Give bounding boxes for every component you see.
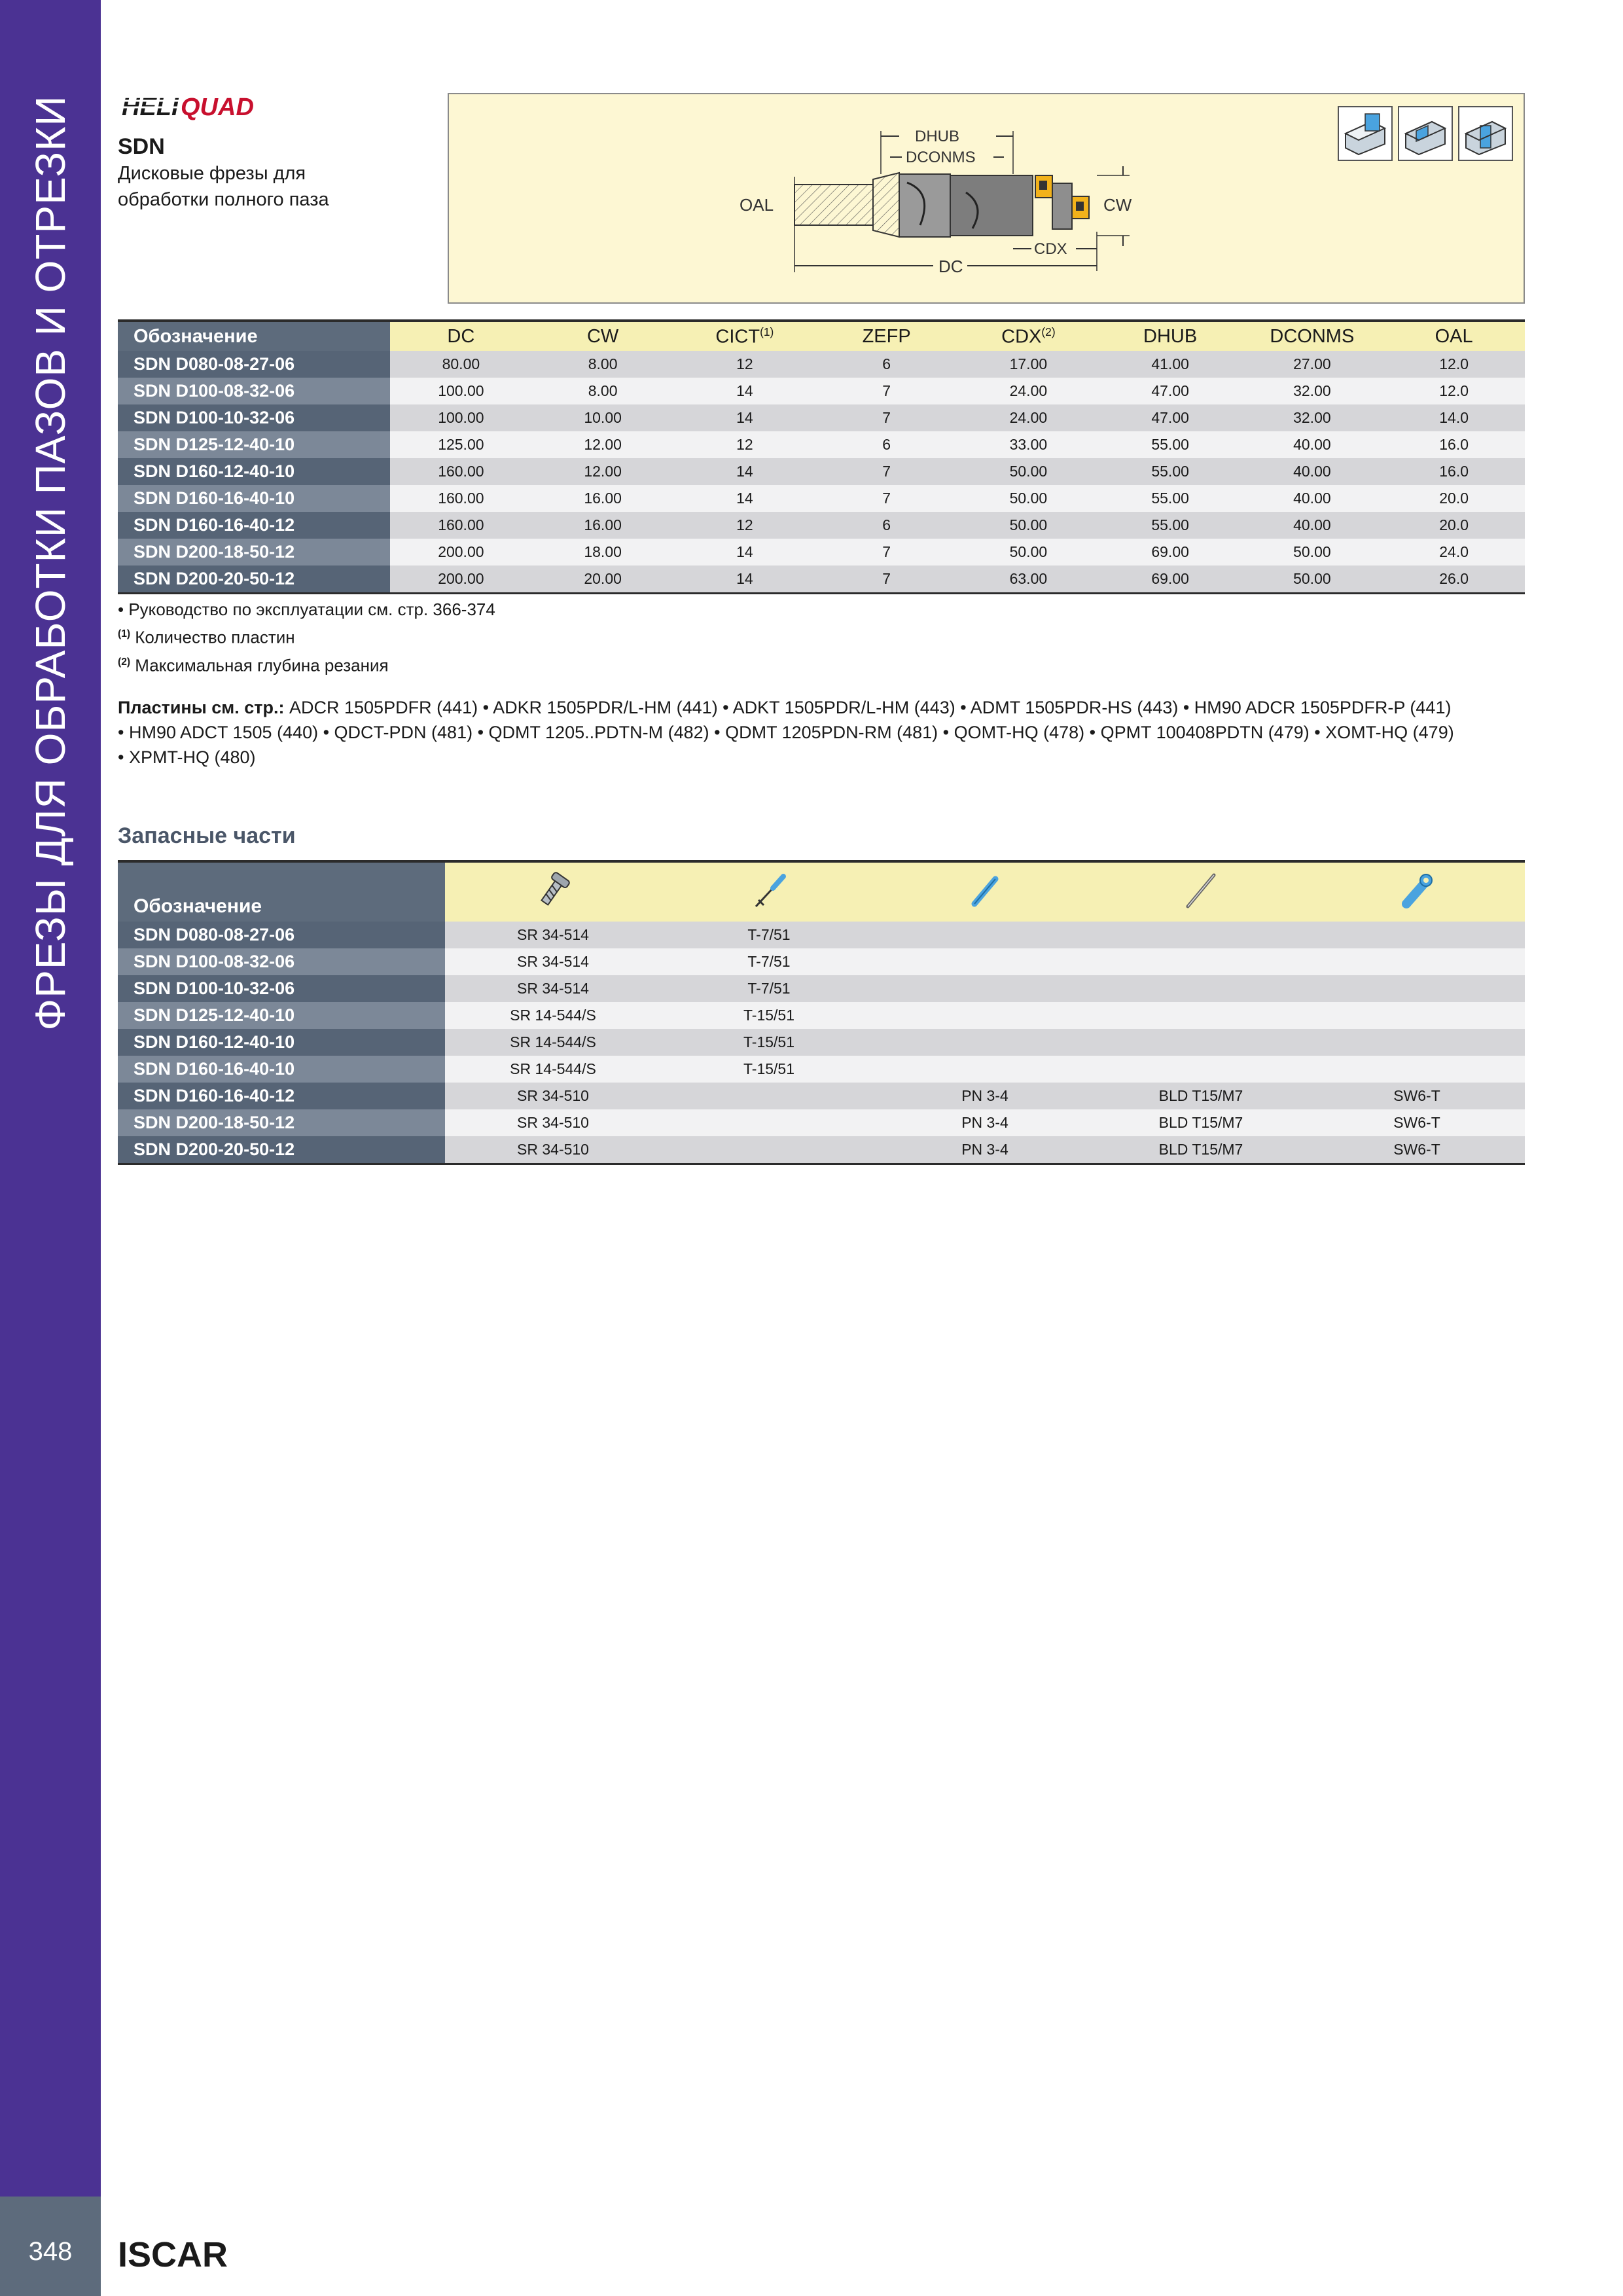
table-cell: 40.00	[1241, 512, 1383, 539]
row-designation: SDN D080-08-27-06	[118, 351, 390, 378]
table-row	[118, 1002, 1525, 1029]
table-cell: 160.00	[390, 512, 532, 539]
table-cell: 12	[674, 351, 816, 378]
product-description	[118, 160, 425, 213]
table-cell: 50.00	[957, 458, 1099, 485]
row-designation: SDN D100-08-32-06	[118, 948, 445, 975]
table-cell: 14	[674, 458, 816, 485]
table-cell: 8.00	[532, 351, 674, 378]
table-cell	[877, 922, 1093, 948]
row-designation: SDN D160-16-40-12	[118, 1083, 445, 1109]
table-cell: T-7/51	[661, 975, 877, 1002]
row-designation: SDN D200-20-50-12	[118, 1136, 445, 1164]
table-cell: SR 14-544/S	[445, 1056, 661, 1083]
table-cell: PN 3-4	[877, 1083, 1093, 1109]
table-cell	[1093, 1029, 1309, 1056]
row-designation: SDN D160-16-40-10	[118, 1056, 445, 1083]
table-cell: 41.00	[1099, 351, 1241, 378]
table-row	[118, 922, 1525, 948]
table-cell: SR 34-514	[445, 948, 661, 975]
table-cell: 10.00	[532, 404, 674, 431]
spec-header-row	[118, 321, 1525, 351]
table-cell: 20.0	[1383, 485, 1525, 512]
brand-name: ISCAR	[118, 2235, 228, 2274]
table-cell	[1093, 1002, 1309, 1029]
table-cell: 32.00	[1241, 404, 1383, 431]
table-cell	[1309, 1029, 1525, 1056]
table-cell: 40.00	[1241, 458, 1383, 485]
table-row	[118, 948, 1525, 975]
row-designation: SDN D200-20-50-12	[118, 565, 390, 594]
column-header: CDX$^{(2)}$	[957, 321, 1099, 351]
row-designation: SDN D125-12-40-10	[118, 1002, 445, 1029]
column-header: CICT$^{(1)}$	[674, 321, 816, 351]
table-cell: 160.00	[390, 485, 532, 512]
table-cell: 160.00	[390, 458, 532, 485]
row-designation: SDN D200-18-50-12	[118, 539, 390, 565]
table-cell: PN 3-4	[877, 1109, 1093, 1136]
page-number: 348	[28, 2237, 73, 2266]
table-cell: 24.0	[1383, 539, 1525, 565]
table-cell: T-15/51	[661, 1002, 877, 1029]
table-row	[118, 565, 1525, 594]
table-row	[118, 1109, 1525, 1136]
table-row	[118, 1056, 1525, 1083]
table-cell: T-7/51	[661, 948, 877, 975]
full-slot-icon	[1458, 106, 1513, 161]
table-cell: 55.00	[1099, 485, 1241, 512]
key-icon	[749, 870, 789, 912]
table-cell: 200.00	[390, 565, 532, 594]
table-cell: SW6-T	[1309, 1136, 1525, 1164]
table-cell: SR 34-514	[445, 922, 661, 948]
table-notes	[118, 597, 495, 677]
table-cell: 69.00	[1099, 565, 1241, 594]
row-designation: SDN D160-12-40-10	[118, 1029, 445, 1056]
column-header: DCONMS	[1241, 321, 1383, 351]
table-cell: 12.00	[532, 458, 674, 485]
table-cell: 55.00	[1099, 458, 1241, 485]
footnote-2: $^{(2)}$ Максимальная глубина резания	[118, 655, 389, 675]
table-cell: SR 34-510	[445, 1083, 661, 1109]
spec-table	[118, 319, 1525, 594]
table-cell: SW6-T	[1309, 1109, 1525, 1136]
row-designation: SDN D160-12-40-10	[118, 458, 390, 485]
table-row	[118, 404, 1525, 431]
inserts-line: • HM90 ADCT 1505 (440) • QDCT-PDN (481) • QDMT 1205..PDTN-M (482) • QDMT 1205PDN-RM (481) • QOMT-HQ (478) • QPMT 100408PDTN (479) • XOMT-HQ (479)	[118, 723, 1454, 742]
table-cell: 12	[674, 512, 816, 539]
table-cell: 125.00	[390, 431, 532, 458]
table-cell: 7	[815, 458, 957, 485]
row-designation: SDN D160-16-40-12	[118, 512, 390, 539]
dim-label-oal: OAL	[740, 195, 774, 215]
table-cell: T-15/51	[661, 1056, 877, 1083]
table-cell	[877, 1056, 1093, 1083]
column-header-designation: Обозначение	[118, 861, 445, 922]
table-cell	[1309, 1056, 1525, 1083]
table-row	[118, 378, 1525, 404]
table-cell: 14	[674, 485, 816, 512]
table-cell: 63.00	[957, 565, 1099, 594]
table-cell	[877, 975, 1093, 1002]
table-cell: 50.00	[1241, 539, 1383, 565]
table-cell: 14	[674, 404, 816, 431]
spare-parts-title: Запасные части	[118, 823, 296, 848]
heliquad-logo	[118, 92, 285, 122]
column-header: DHUB	[1099, 321, 1241, 351]
column-header: CW	[532, 321, 674, 351]
dim-label-cdx: CDX	[1034, 240, 1067, 258]
table-cell: T-15/51	[661, 1029, 877, 1056]
table-cell: 50.00	[957, 539, 1099, 565]
column-header: DC	[390, 321, 532, 351]
table-cell: 40.00	[1241, 485, 1383, 512]
description-line: Дисковые фрезы для	[118, 163, 306, 184]
table-cell: 16.00	[532, 485, 674, 512]
table-cell: 7	[815, 565, 957, 594]
table-cell	[1093, 922, 1309, 948]
table-cell: BLD T15/M7	[1093, 1136, 1309, 1164]
table-cell: 14	[674, 565, 816, 594]
column-header	[877, 861, 1093, 922]
row-designation: SDN D100-10-32-06	[118, 975, 445, 1002]
table-cell	[1309, 975, 1525, 1002]
table-cell: 12	[674, 431, 816, 458]
table-cell: 50.00	[957, 485, 1099, 512]
table-cell	[877, 1002, 1093, 1029]
dim-label-dhub: DHUB	[915, 128, 960, 145]
application-icons	[1338, 106, 1513, 161]
table-cell: 80.00	[390, 351, 532, 378]
inserts-reference	[118, 695, 1525, 770]
table-cell	[877, 1029, 1093, 1056]
table-cell: 16.00	[532, 512, 674, 539]
row-designation: SDN D160-16-40-10	[118, 485, 390, 512]
sidebar-title: ФРЕЗЫ ДЛЯ ОБРАБОТКИ ПАЗОВ И ОТРЕЗКИ	[27, 95, 74, 1031]
table-cell: 69.00	[1099, 539, 1241, 565]
table-row	[118, 975, 1525, 1002]
description-line: обработки полного паза	[118, 189, 329, 210]
table-cell: SR 34-514	[445, 975, 661, 1002]
table-cell	[1093, 1056, 1309, 1083]
table-cell: PN 3-4	[877, 1136, 1093, 1164]
svg-text:QUAD: QUAD	[181, 94, 254, 121]
table-cell: 8.00	[532, 378, 674, 404]
table-cell: SR 34-510	[445, 1109, 661, 1136]
row-designation: SDN D100-08-32-06	[118, 378, 390, 404]
table-cell: 7	[815, 404, 957, 431]
inserts-line: • XPMT-HQ (480)	[118, 747, 256, 767]
table-cell: T-7/51	[661, 922, 877, 948]
wrench-icon	[1397, 870, 1436, 912]
table-cell: 200.00	[390, 539, 532, 565]
row-designation: SDN D080-08-27-06	[118, 922, 445, 948]
dim-label-dconms: DCONMS	[906, 149, 976, 166]
table-cell: SR 34-510	[445, 1136, 661, 1164]
table-cell: 14	[674, 539, 816, 565]
table-cell: 100.00	[390, 378, 532, 404]
table-cell: 55.00	[1099, 431, 1241, 458]
table-row	[118, 539, 1525, 565]
table-cell: 7	[815, 485, 957, 512]
table-cell: 16.0	[1383, 458, 1525, 485]
table-cell: 26.0	[1383, 565, 1525, 594]
column-header	[445, 861, 661, 922]
row-designation: SDN D200-18-50-12	[118, 1109, 445, 1136]
column-header	[1093, 861, 1309, 922]
table-cell: 7	[815, 378, 957, 404]
dim-label-cw: CW	[1103, 195, 1132, 215]
table-cell: 40.00	[1241, 431, 1383, 458]
table-row	[118, 1029, 1525, 1056]
product-code: SDN	[118, 134, 165, 159]
table-cell	[661, 1109, 877, 1136]
table-cell	[661, 1083, 877, 1109]
spare-parts-table	[118, 860, 1525, 1165]
table-cell	[1309, 948, 1525, 975]
table-cell	[1093, 975, 1309, 1002]
svg-text:HELI: HELI	[122, 94, 179, 121]
table-cell: 24.00	[957, 404, 1099, 431]
table-cell: SW6-T	[1309, 1083, 1525, 1109]
table-cell: 6	[815, 512, 957, 539]
table-cell: 6	[815, 431, 957, 458]
dim-label-dc: DC	[938, 257, 963, 276]
table-cell	[661, 1136, 877, 1164]
side-milling-icon	[1398, 106, 1453, 161]
table-cell: 12.00	[532, 431, 674, 458]
column-header	[661, 861, 877, 922]
table-cell: 55.00	[1099, 512, 1241, 539]
table-cell: 16.0	[1383, 431, 1525, 458]
table-cell: BLD T15/M7	[1093, 1083, 1309, 1109]
row-designation: SDN D100-10-32-06	[118, 404, 390, 431]
table-cell: 47.00	[1099, 404, 1241, 431]
table-cell: 32.00	[1241, 378, 1383, 404]
inserts-lead: Пластины см. стр.:	[118, 698, 285, 717]
table-row	[118, 431, 1525, 458]
table-cell: 18.00	[532, 539, 674, 565]
table-row	[118, 1083, 1525, 1109]
manual-note: • Руководство по эксплуатации см. стр. 366-374	[118, 600, 495, 619]
column-header: OAL	[1383, 321, 1525, 351]
row-designation: SDN D125-12-40-10	[118, 431, 390, 458]
inserts-line: ADCR 1505PDFR (441) • ADKR 1505PDR/L-HM (441) • ADKT 1505PDR/L-HM (443) • ADMT 1505PDR-HS (443) • HM90 ADCR 1505PDFR-P (441)	[284, 698, 1452, 717]
table-cell: 14	[674, 378, 816, 404]
table-cell: 50.00	[1241, 565, 1383, 594]
table-cell	[1093, 948, 1309, 975]
table-row	[118, 1136, 1525, 1164]
table-cell: BLD T15/M7	[1093, 1109, 1309, 1136]
table-cell: 20.00	[532, 565, 674, 594]
table-cell: 12.0	[1383, 351, 1525, 378]
table-row	[118, 458, 1525, 485]
spare-header-row	[118, 861, 1525, 922]
table-row	[118, 485, 1525, 512]
column-header	[1309, 861, 1525, 922]
table-cell	[1309, 1002, 1525, 1029]
screwdriver-blade-icon	[1181, 870, 1221, 912]
pin-icon	[965, 870, 1005, 912]
slot-milling-icon	[1338, 106, 1393, 161]
table-row	[118, 351, 1525, 378]
table-row	[118, 512, 1525, 539]
table-cell: 7	[815, 539, 957, 565]
table-cell: SR 14-544/S	[445, 1029, 661, 1056]
table-cell: 14.0	[1383, 404, 1525, 431]
footnote-1: $^{(1)}$ Количество пластин	[118, 627, 295, 647]
table-cell: 100.00	[390, 404, 532, 431]
table-cell: 24.00	[957, 378, 1099, 404]
table-cell	[877, 948, 1093, 975]
screw-icon	[533, 870, 573, 912]
column-header: ZEFP	[815, 321, 957, 351]
table-cell: 47.00	[1099, 378, 1241, 404]
table-cell: 33.00	[957, 431, 1099, 458]
table-cell: 27.00	[1241, 351, 1383, 378]
table-cell: 20.0	[1383, 512, 1525, 539]
table-cell: 12.0	[1383, 378, 1525, 404]
table-cell	[1309, 922, 1525, 948]
column-header-designation: Обозначение	[118, 321, 390, 351]
table-cell: 50.00	[957, 512, 1099, 539]
table-cell: 6	[815, 351, 957, 378]
table-cell: SR 14-544/S	[445, 1002, 661, 1029]
tool-diagram	[448, 93, 1525, 304]
table-cell: 17.00	[957, 351, 1099, 378]
